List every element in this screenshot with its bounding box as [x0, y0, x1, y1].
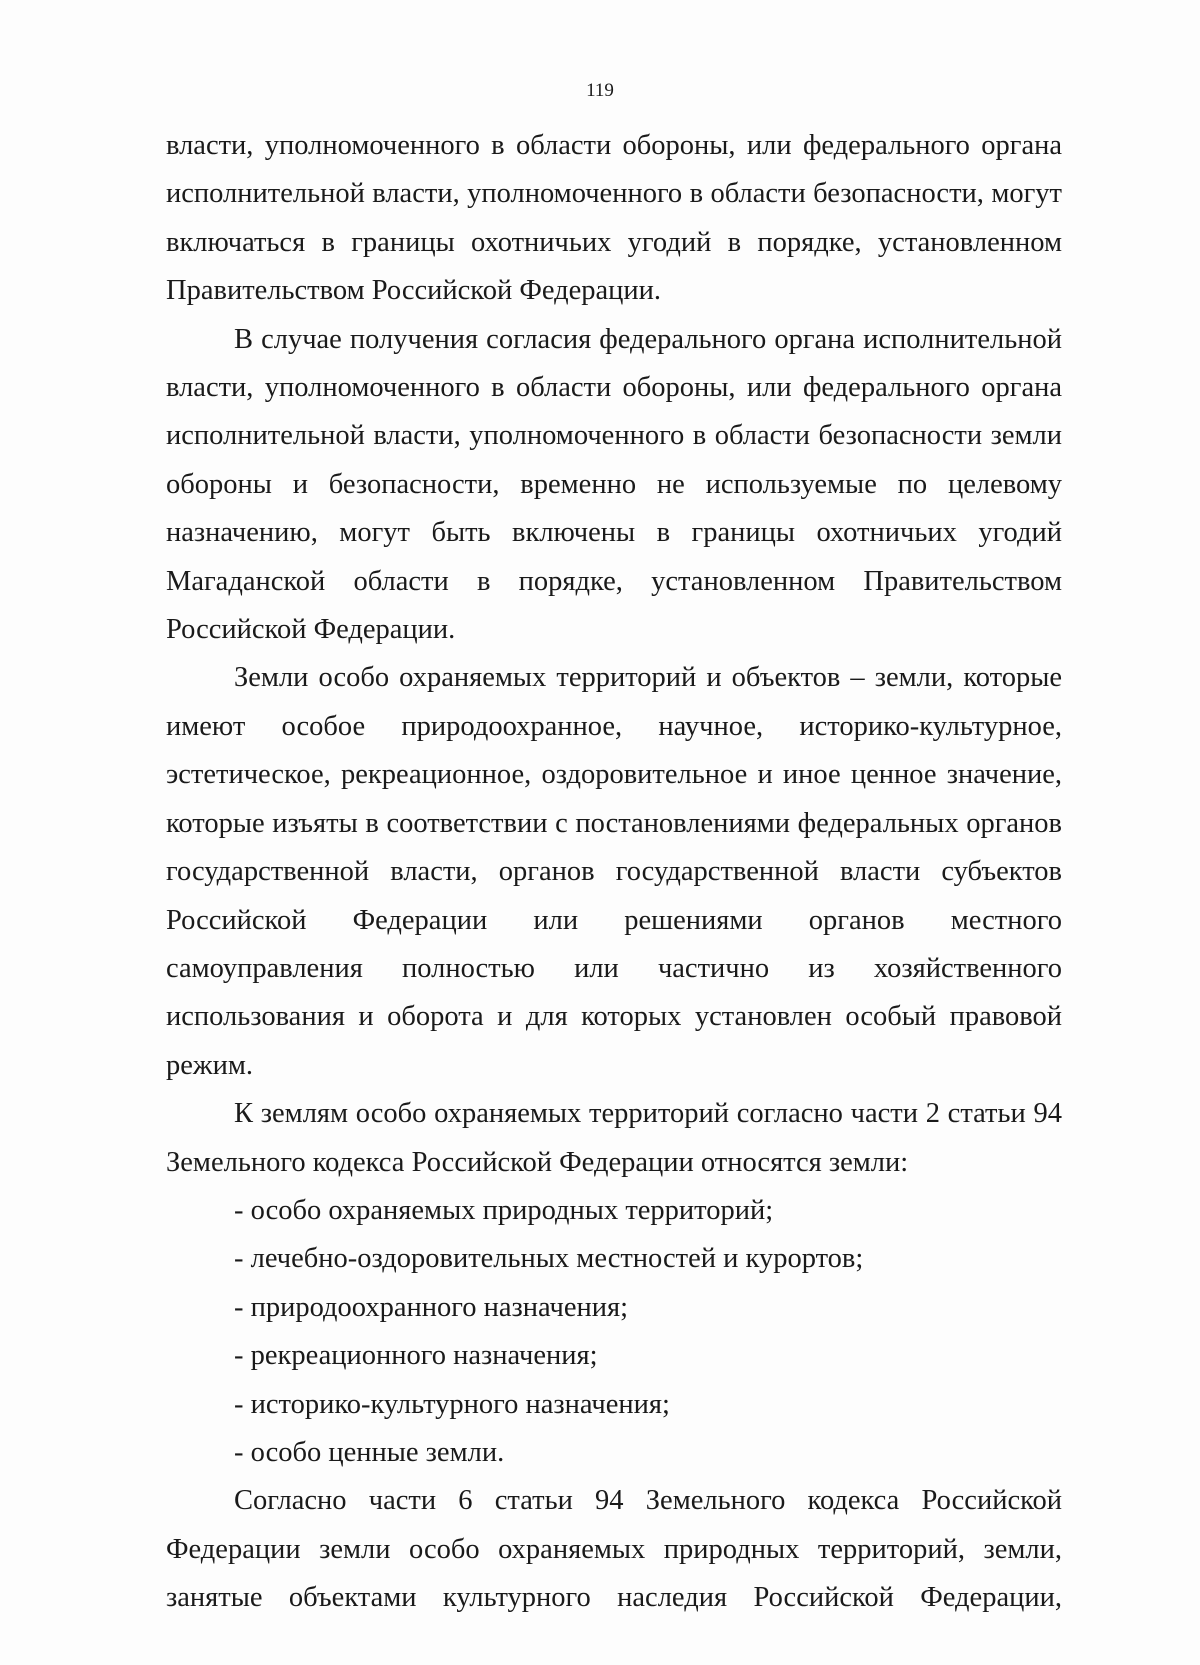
- list-item: - особо охраняемых природных территорий;: [234, 1194, 774, 1226]
- paragraph: В случае получения согласия федерального органа исполнительной власти, уполномоченного в области обороны, или федерального органа исполнительной власти, уполномоченного в области безопасности земли обороны и безопасности, временно не используемые по целевому назначению, могут быть включены в границы охотничьих угодий Магаданской области в порядке, установленном Правительством Российской Федерации.: [166, 323, 1062, 646]
- document-body: [166, 122, 1062, 1623]
- list-item: - историко-культурного назначения;: [234, 1388, 670, 1420]
- paragraph-continuation: власти, уполномоченного в области обороны, или федерального органа исполнительной власти, уполномоченного в области безопасности, могут включаться в границы охотничьих угодий в порядке, установленном Правительством Российской Федерации.: [166, 130, 1062, 307]
- list-item: - природоохранного назначения;: [234, 1291, 629, 1323]
- list-item: - рекреационного назначения;: [234, 1340, 598, 1372]
- list-item: - лечебно-оздоровительных местностей и курортов;: [234, 1243, 864, 1275]
- paragraph: К землям особо охраняемых территорий согласно части 2 статьи 94 Земельного кодекса Российской Федерации относятся земли:: [166, 1098, 1062, 1178]
- page-number: 119: [586, 80, 614, 101]
- list-item: - особо ценные земли.: [234, 1436, 505, 1468]
- paragraph-final: Согласно части 6 статьи 94 Земельного кодекса Российской Федерации земли особо охраняемых природных территорий, земли, занятые объектами культурного наследия Российской Федерации,: [166, 1485, 1062, 1614]
- paragraph: Земли особо охраняемых территорий и объектов – земли, которые имеют особое природоохранное, научное, историко-культурное, эстетическое, рекреационное, оздоровительное и иное ценное значение, которые изъяты в соответствии с постановлениями федеральных органов государственной власти, органов государственной власти субъектов Российской Федерации или решениями органов местного самоуправления полностью или частично из хозяйственного использования и оборота и для которых установлен особый правовой режим.: [166, 662, 1062, 1081]
